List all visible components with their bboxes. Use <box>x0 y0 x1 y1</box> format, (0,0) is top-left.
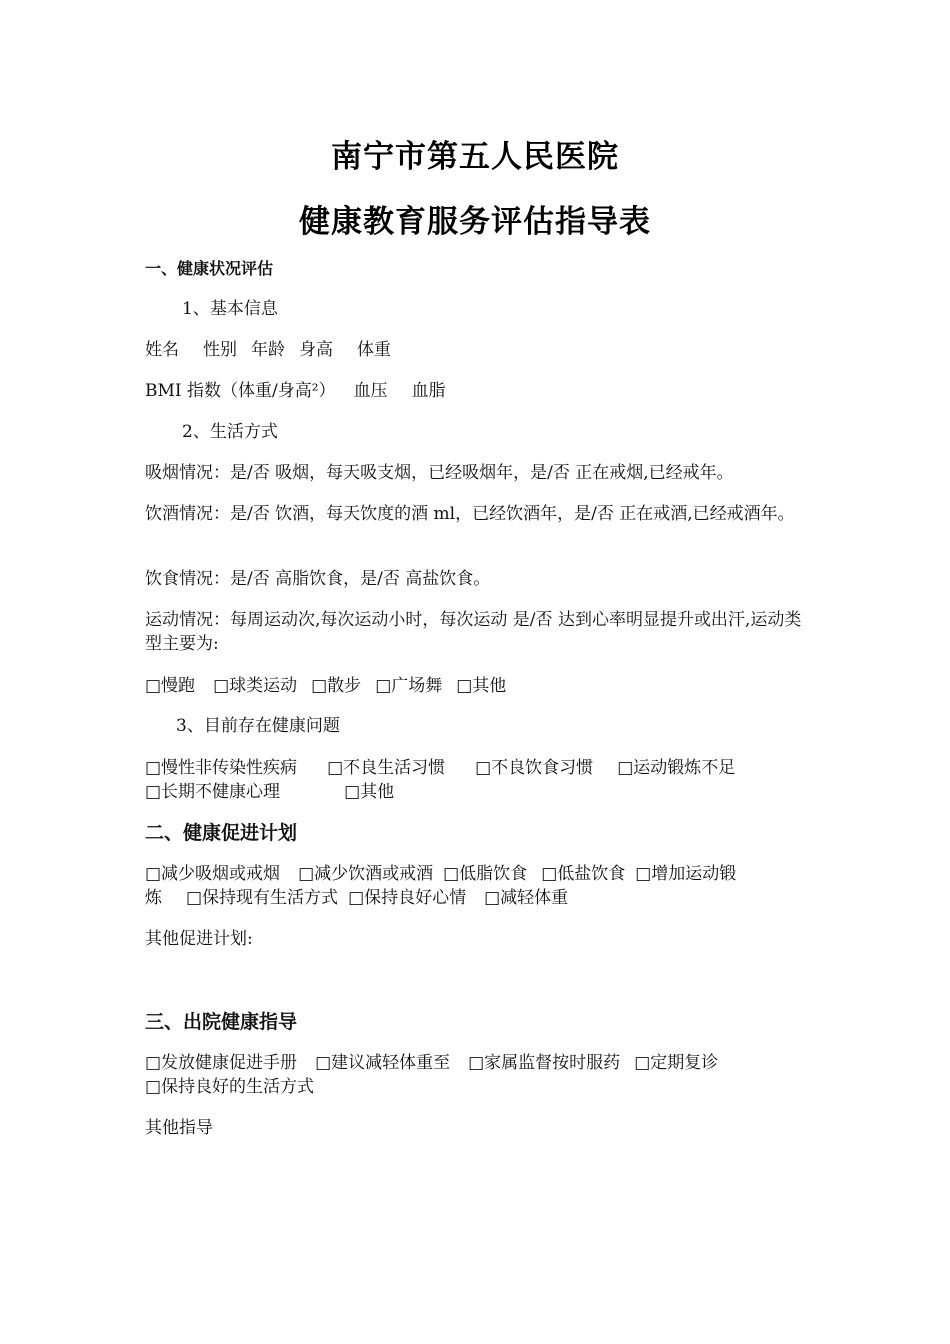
option-good-lifestyle[interactable]: □保持良好的生活方式 <box>145 1077 315 1097</box>
field-gender-label: 性别 <box>203 340 237 360</box>
smoking-status: 吸烟情况：是/否 吸烟，每天吸支烟，已经吸烟年，是/否 正在戒烟,已经戒年。 <box>145 463 734 483</box>
option-keep-lifestyle[interactable]: □保持现有生活方式 <box>186 888 339 908</box>
subheading-basic-info: 1、基本信息 <box>182 299 278 319</box>
option-chronic-disease[interactable]: □慢性非传染性疾病 <box>145 758 298 778</box>
option-reduce-smoking[interactable]: □减少吸烟或戒烟 <box>145 864 281 884</box>
option-exercise-other[interactable]: □其他 <box>456 676 507 696</box>
option-reduce-weight-to[interactable]: □建议减轻体重至 <box>315 1053 451 1073</box>
other-guidance: 其他指导 <box>145 1118 213 1138</box>
section-heading-health-assessment: 一、健康状况评估 <box>145 259 274 278</box>
subheading-lifestyle: 2、生活方式 <box>182 422 278 442</box>
hospital-name-title: 南宁市第五人民医院 <box>331 139 619 175</box>
health-problems-row-2 <box>145 780 815 804</box>
field-height-label: 身高 <box>299 340 333 360</box>
drinking-status: 饮酒情况：是/否 饮酒，每天饮度的酒 ml，已经饮酒年，是/否 正在戒酒,已经戒酒年。 <box>145 504 795 524</box>
basic-info-row-1 <box>145 338 815 362</box>
option-problem-other[interactable]: □其他 <box>344 782 395 802</box>
option-increase-exercise[interactable]: □增加运动锻 <box>635 864 737 884</box>
option-jogging[interactable]: □慢跑 <box>145 676 196 696</box>
option-square-dance[interactable]: □广场舞 <box>375 676 443 696</box>
field-bmi-label: BMI 指数（体重/身高²） <box>145 381 336 401</box>
option-bad-eating-habits[interactable]: □不良饮食习惯 <box>475 758 594 778</box>
other-promotion-plan: 其他促进计划: <box>145 929 253 949</box>
diet-status: 饮食情况：是/否 高脂饮食，是/否 高盐饮食。 <box>145 569 491 589</box>
field-blood-pressure-label: 血压 <box>353 381 388 401</box>
health-problems-row-1 <box>145 756 815 780</box>
field-blood-lipid-label: 血脂 <box>411 381 446 401</box>
field-weight-label: 体重 <box>357 340 391 360</box>
exercise-type-options <box>145 674 815 698</box>
discharge-options-line-1 <box>145 1051 815 1075</box>
option-family-medication[interactable]: □家属监督按时服药 <box>468 1053 621 1073</box>
promotion-options-line-1 <box>145 862 815 886</box>
form-title: 健康教育服务评估指导表 <box>299 204 651 240</box>
field-name-label: 姓名 <box>145 340 179 360</box>
subheading-health-problems: 3、目前存在健康问题 <box>176 716 340 736</box>
option-walking[interactable]: □散步 <box>311 676 362 696</box>
option-ball-sports[interactable]: □球类运动 <box>213 676 298 696</box>
section-heading-discharge-guidance: 三、出院健康指导 <box>145 1011 298 1033</box>
discharge-options-line-2 <box>145 1075 815 1099</box>
option-reduce-drinking[interactable]: □减少饮酒或戒酒 <box>298 864 434 884</box>
option-lose-weight[interactable]: □减轻体重 <box>484 888 569 908</box>
option-good-mood[interactable]: □保持良好心情 <box>348 888 467 908</box>
option-insufficient-exercise[interactable]: □运动锻炼不足 <box>617 758 736 778</box>
basic-info-row-2 <box>145 379 815 403</box>
option-bad-living-habits[interactable]: □不良生活习惯 <box>327 758 446 778</box>
option-low-fat-diet[interactable]: □低脂饮食 <box>443 864 528 884</box>
promotion-options-line-2 <box>145 886 815 910</box>
section-heading-health-promotion: 二、健康促进计划 <box>145 822 298 844</box>
field-age-label: 年龄 <box>251 340 285 360</box>
option-health-handbook[interactable]: □发放健康促进手册 <box>145 1053 298 1073</box>
option-increase-exercise-cont: 炼 <box>145 888 162 908</box>
option-unhealthy-psychology[interactable]: □长期不健康心理 <box>145 782 281 802</box>
option-low-salt-diet[interactable]: □低盐饮食 <box>541 864 626 884</box>
exercise-status: 运动情况：每周运动次,每次运动小时，每次运动 是/否 达到心率明显提升或出汗,运动类型主要为: <box>145 610 802 654</box>
option-regular-checkup[interactable]: □定期复诊 <box>634 1053 719 1073</box>
